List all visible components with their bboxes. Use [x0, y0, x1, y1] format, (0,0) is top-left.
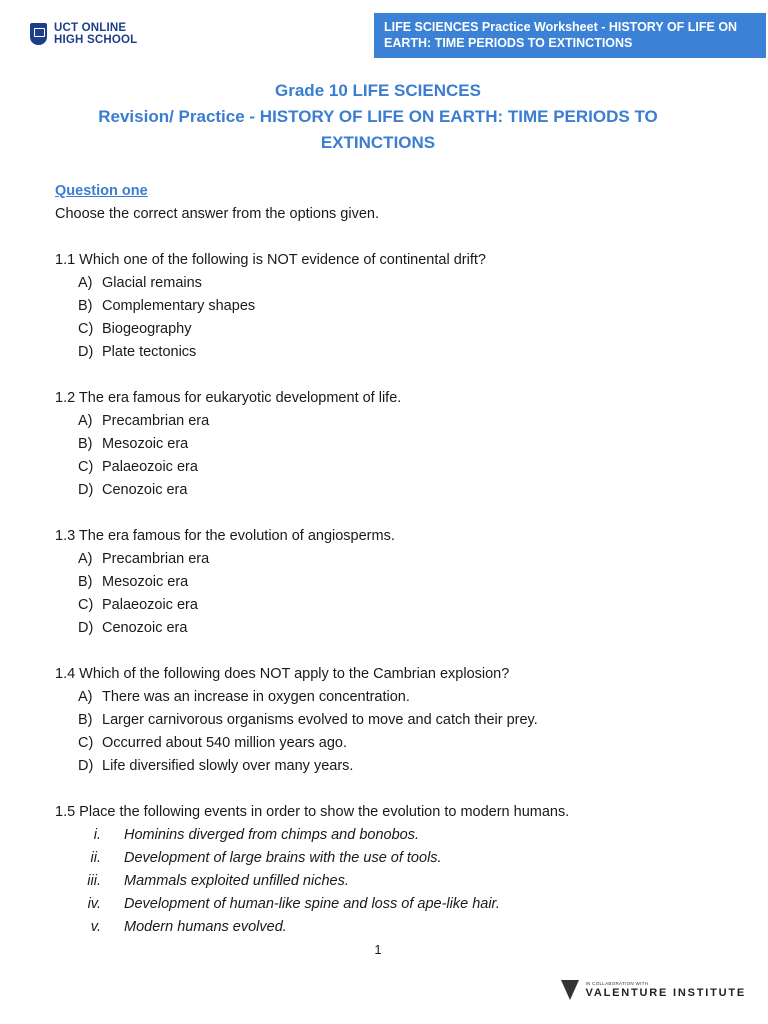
item-text: Modern humans evolved. — [124, 919, 287, 935]
item-text: Hominins diverged from chimps and bonobos. — [124, 827, 419, 843]
question-1-2 — [55, 387, 715, 502]
question-text: 1.2 The era famous for eukaryotic development of life. — [55, 390, 402, 406]
option-text: Mesozoic era — [102, 436, 189, 452]
valenture-emblem-icon — [561, 980, 579, 1000]
question-1-5 — [55, 801, 715, 939]
logo-line-2: HIGH SCHOOL — [54, 34, 138, 46]
page-number: 1 — [374, 942, 382, 957]
header-banner — [374, 13, 766, 58]
option-letter: D) — [78, 482, 94, 498]
question-1-1 — [55, 249, 715, 364]
option-letter: C) — [78, 735, 94, 751]
option — [55, 410, 715, 433]
option-letter: C) — [78, 597, 94, 613]
option-letter: B) — [78, 298, 93, 314]
option-letter: C) — [78, 321, 94, 337]
option-text: Biogeography — [102, 321, 192, 337]
item-numeral: iv. — [87, 896, 101, 912]
option-text: Life diversified slowly over many years. — [102, 758, 354, 774]
option-letter: D) — [78, 344, 94, 360]
option-letter: A) — [78, 413, 93, 429]
option-text: There was an increase in oxygen concentration. — [102, 689, 410, 705]
shield-icon — [30, 23, 47, 45]
option — [55, 709, 715, 732]
page-title — [55, 78, 701, 156]
option-letter: D) — [78, 620, 94, 636]
ordered-item — [55, 847, 715, 870]
option — [55, 755, 715, 778]
option — [55, 272, 715, 295]
school-logo — [30, 22, 137, 46]
item-numeral: iii. — [87, 873, 101, 889]
collab-caption: IN COLLABORATION WITH — [585, 981, 649, 986]
collab-name: VALENTURE INSTITUTE — [585, 987, 746, 999]
item-text: Development of human-like spine and loss of ape-like hair. — [124, 896, 500, 912]
question-text: 1.4 Which of the following does NOT apply to the Cambrian explosion? — [55, 666, 510, 682]
option — [55, 341, 715, 364]
option-text: Palaeozoic era — [102, 597, 198, 613]
option-text: Occurred about 540 million years ago. — [102, 735, 348, 751]
option — [55, 594, 715, 617]
item-numeral: i. — [93, 827, 101, 843]
section-heading: Question one — [55, 183, 148, 199]
option-text: Larger carnivorous organisms evolved to move and catch their prey. — [102, 712, 538, 728]
option-text: Complementary shapes — [102, 298, 256, 314]
title-line-3: EXTINCTIONS — [320, 133, 436, 152]
option-letter: A) — [78, 275, 93, 291]
option-letter: C) — [78, 459, 94, 475]
question-text: 1.5 Place the following events in order to show the evolution to modern humans. — [55, 804, 570, 820]
item-numeral: v. — [90, 919, 101, 935]
item-text: Mammals exploited unfilled niches. — [124, 873, 349, 889]
option-letter: A) — [78, 689, 93, 705]
question-1-4 — [55, 663, 715, 778]
option-text: Cenozoic era — [102, 482, 188, 498]
option-text: Cenozoic era — [102, 620, 188, 636]
option-letter: B) — [78, 436, 93, 452]
logo-line-1: UCT ONLINE — [54, 22, 127, 34]
option — [55, 732, 715, 755]
option — [55, 433, 715, 456]
banner-line-1: LIFE SCIENCES Practice Worksheet - HISTORY OF LIFE ON — [384, 20, 738, 34]
item-text: Development of large brains with the use of tools. — [124, 850, 442, 866]
ordered-item — [55, 824, 715, 847]
question-text: 1.1 Which one of the following is NOT evidence of continental drift? — [55, 252, 486, 268]
option — [55, 617, 715, 640]
option-letter: D) — [78, 758, 94, 774]
option — [55, 479, 715, 502]
option — [55, 548, 715, 571]
option — [55, 571, 715, 594]
collaboration-logo — [561, 980, 747, 1000]
option — [55, 295, 715, 318]
question-text: 1.3 The era famous for the evolution of angiosperms. — [55, 528, 395, 544]
option-text: Precambrian era — [102, 551, 210, 567]
option-text: Precambrian era — [102, 413, 210, 429]
title-line-1: Grade 10 LIFE SCIENCES — [275, 81, 481, 100]
option — [55, 456, 715, 479]
ordered-item — [55, 916, 715, 939]
question-1-3 — [55, 525, 715, 640]
ordered-item — [55, 893, 715, 916]
worksheet-content — [55, 180, 715, 939]
banner-line-2: EARTH: TIME PERIODS TO EXTINCTIONS — [384, 36, 633, 50]
option-text: Plate tectonics — [102, 344, 197, 360]
option — [55, 318, 715, 341]
instruction: Choose the correct answer from the options given. — [55, 206, 379, 222]
option-letter: A) — [78, 551, 93, 567]
ordered-item — [55, 870, 715, 893]
option-letter: B) — [78, 574, 93, 590]
title-line-2: Revision/ Practice - HISTORY OF LIFE ON EARTH: TIME PERIODS TO — [98, 107, 658, 126]
option-text: Mesozoic era — [102, 574, 189, 590]
option-text: Glacial remains — [102, 275, 202, 291]
option — [55, 686, 715, 709]
option-letter: B) — [78, 712, 93, 728]
option-text: Palaeozoic era — [102, 459, 198, 475]
item-numeral: ii. — [90, 850, 101, 866]
